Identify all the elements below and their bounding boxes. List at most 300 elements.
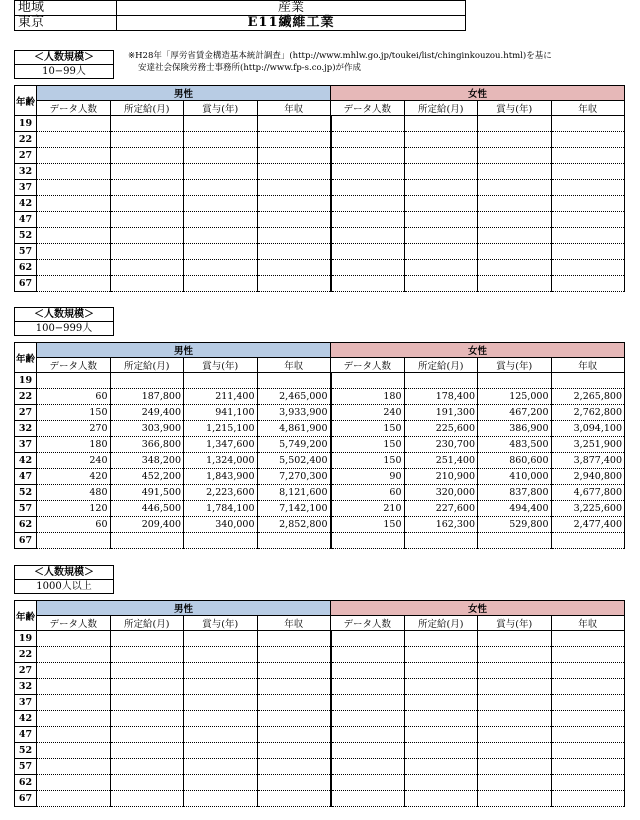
value-cell	[37, 196, 111, 212]
age-cell: 22	[15, 389, 37, 405]
value-cell	[331, 373, 405, 389]
value-cell: 90	[331, 469, 405, 485]
value-cell	[184, 759, 258, 775]
value-cell	[331, 116, 405, 132]
value-cell	[551, 373, 625, 389]
value-cell	[257, 244, 331, 260]
value-cell	[184, 727, 258, 743]
age-cell: 42	[15, 711, 37, 727]
value-cell	[331, 228, 405, 244]
column-header: データ人数	[331, 616, 405, 631]
table-row	[15, 421, 625, 437]
column-header: 年収	[551, 101, 625, 116]
value-cell	[184, 631, 258, 647]
value-cell	[331, 148, 405, 164]
section-size-1000-plus	[14, 565, 625, 807]
value-cell: 2,852,800	[257, 517, 331, 533]
value-cell	[551, 132, 625, 148]
industry-value: E11繊維工業	[117, 16, 466, 31]
value-cell	[331, 791, 405, 807]
wage-table	[14, 600, 625, 807]
value-cell	[37, 775, 111, 791]
value-cell	[110, 743, 184, 759]
value-cell	[331, 244, 405, 260]
header-table	[14, 0, 466, 31]
age-cell: 27	[15, 148, 37, 164]
value-cell	[551, 647, 625, 663]
value-cell	[404, 212, 478, 228]
table-row	[15, 663, 625, 679]
column-header: 所定給(月)	[110, 358, 184, 373]
age-cell: 37	[15, 180, 37, 196]
value-cell	[184, 373, 258, 389]
value-cell: 240	[37, 453, 111, 469]
table-row	[15, 196, 625, 212]
value-cell	[331, 180, 405, 196]
value-cell	[478, 228, 552, 244]
value-cell	[478, 647, 552, 663]
table-row	[15, 212, 625, 228]
table-row	[15, 631, 625, 647]
value-cell	[478, 180, 552, 196]
size-value: 1000人以上	[14, 580, 114, 594]
table-row	[15, 759, 625, 775]
column-header: 賞与(年)	[478, 101, 552, 116]
value-cell	[110, 759, 184, 775]
value-cell	[404, 647, 478, 663]
age-cell: 19	[15, 116, 37, 132]
value-cell: 180	[37, 437, 111, 453]
value-cell	[551, 727, 625, 743]
value-cell	[257, 679, 331, 695]
industry-label: 産業	[117, 1, 466, 16]
value-cell: 446,500	[110, 501, 184, 517]
value-cell: 270	[37, 421, 111, 437]
value-cell	[478, 679, 552, 695]
age-cell: 67	[15, 791, 37, 807]
value-cell	[551, 276, 625, 292]
value-cell	[110, 631, 184, 647]
value-cell	[478, 663, 552, 679]
age-cell: 67	[15, 533, 37, 549]
source-note-line1: ※H28年「厚労省賃金構造基本統計調査」(http://www.mhlw.go.jp/toukei/list/chinginkouzou.html)を基に	[128, 51, 552, 61]
value-cell	[257, 743, 331, 759]
value-cell	[110, 212, 184, 228]
value-cell	[37, 212, 111, 228]
column-header: 所定給(月)	[404, 101, 478, 116]
age-cell: 22	[15, 647, 37, 663]
value-cell	[257, 759, 331, 775]
value-cell	[404, 533, 478, 549]
value-cell: 249,400	[110, 405, 184, 421]
value-cell	[184, 647, 258, 663]
value-cell	[331, 743, 405, 759]
value-cell	[551, 743, 625, 759]
value-cell	[331, 695, 405, 711]
value-cell	[257, 663, 331, 679]
value-cell: 452,200	[110, 469, 184, 485]
value-cell: 420	[37, 469, 111, 485]
value-cell	[110, 244, 184, 260]
value-cell	[404, 180, 478, 196]
value-cell	[478, 743, 552, 759]
male-header: 男性	[37, 343, 331, 358]
age-header: 年齢	[15, 601, 37, 631]
value-cell	[257, 711, 331, 727]
value-cell	[37, 743, 111, 759]
value-cell	[331, 711, 405, 727]
value-cell	[551, 775, 625, 791]
column-header: 年収	[257, 101, 331, 116]
value-cell	[37, 164, 111, 180]
age-cell: 47	[15, 469, 37, 485]
value-cell	[110, 727, 184, 743]
value-cell	[404, 775, 478, 791]
table-row	[15, 727, 625, 743]
value-cell	[257, 533, 331, 549]
value-cell	[257, 148, 331, 164]
value-cell	[37, 647, 111, 663]
value-cell	[257, 631, 331, 647]
wage-table	[14, 342, 625, 549]
value-cell	[257, 791, 331, 807]
value-cell	[184, 679, 258, 695]
region-value: 東京	[15, 16, 117, 31]
table-row	[15, 453, 625, 469]
table-row	[15, 469, 625, 485]
value-cell: 467,200	[478, 405, 552, 421]
value-cell	[331, 132, 405, 148]
value-cell: 4,677,800	[551, 485, 625, 501]
value-cell: 209,400	[110, 517, 184, 533]
age-cell: 52	[15, 743, 37, 759]
value-cell: 348,200	[110, 453, 184, 469]
value-cell: 187,800	[110, 389, 184, 405]
value-cell	[110, 116, 184, 132]
value-cell	[184, 775, 258, 791]
value-cell: 210	[331, 501, 405, 517]
value-cell	[184, 743, 258, 759]
column-header: 年収	[551, 358, 625, 373]
column-header: 年収	[257, 358, 331, 373]
value-cell: 191,300	[404, 405, 478, 421]
column-header: 賞与(年)	[184, 101, 258, 116]
value-cell	[478, 791, 552, 807]
value-cell: 150	[331, 517, 405, 533]
value-cell	[478, 260, 552, 276]
value-cell	[37, 759, 111, 775]
age-header: 年齢	[15, 86, 37, 116]
value-cell	[478, 164, 552, 180]
column-header: データ人数	[331, 358, 405, 373]
value-cell	[37, 711, 111, 727]
source-note-line2: 安達社会保険労務士事務所(http://www.fp-s.co.jp)が作成	[138, 63, 362, 73]
table-row	[15, 389, 625, 405]
value-cell: 211,400	[184, 389, 258, 405]
value-cell: 4,861,900	[257, 421, 331, 437]
value-cell: 60	[331, 485, 405, 501]
value-cell	[331, 679, 405, 695]
value-cell	[257, 775, 331, 791]
table-row	[15, 276, 625, 292]
age-cell: 52	[15, 485, 37, 501]
value-cell	[110, 533, 184, 549]
value-cell	[478, 244, 552, 260]
value-cell	[257, 647, 331, 663]
table-row	[15, 485, 625, 501]
value-cell	[331, 196, 405, 212]
value-cell	[110, 164, 184, 180]
value-cell: 320,000	[404, 485, 478, 501]
value-cell	[404, 791, 478, 807]
value-cell	[257, 212, 331, 228]
value-cell	[404, 631, 478, 647]
value-cell	[331, 212, 405, 228]
table-row	[15, 405, 625, 421]
value-cell	[184, 132, 258, 148]
table-row	[15, 501, 625, 517]
value-cell	[478, 373, 552, 389]
column-header: 所定給(月)	[110, 616, 184, 631]
value-cell	[37, 695, 111, 711]
value-cell	[478, 727, 552, 743]
size-header: ＜人数規模＞	[14, 50, 114, 65]
value-cell	[184, 196, 258, 212]
value-cell	[551, 759, 625, 775]
table-row	[15, 244, 625, 260]
value-cell	[257, 695, 331, 711]
value-cell: 150	[331, 453, 405, 469]
female-header: 女性	[331, 343, 625, 358]
value-cell: 150	[37, 405, 111, 421]
age-cell: 62	[15, 775, 37, 791]
value-cell	[331, 164, 405, 180]
value-cell	[37, 260, 111, 276]
column-header: データ人数	[331, 101, 405, 116]
value-cell	[257, 228, 331, 244]
value-cell: 1,784,100	[184, 501, 258, 517]
value-cell: 7,142,100	[257, 501, 331, 517]
age-cell: 47	[15, 212, 37, 228]
male-header: 男性	[37, 601, 331, 616]
value-cell	[184, 244, 258, 260]
table-row	[15, 437, 625, 453]
value-cell	[478, 212, 552, 228]
value-cell	[551, 228, 625, 244]
value-cell	[551, 533, 625, 549]
female-header: 女性	[331, 601, 625, 616]
value-cell: 125,000	[478, 389, 552, 405]
value-cell: 340,000	[184, 517, 258, 533]
value-cell	[257, 373, 331, 389]
value-cell: 3,877,400	[551, 453, 625, 469]
value-cell	[551, 164, 625, 180]
value-cell: 2,223,600	[184, 485, 258, 501]
table-row	[15, 679, 625, 695]
value-cell: 3,933,900	[257, 405, 331, 421]
value-cell	[551, 180, 625, 196]
age-cell: 57	[15, 759, 37, 775]
value-cell: 162,300	[404, 517, 478, 533]
value-cell	[37, 148, 111, 164]
value-cell	[551, 212, 625, 228]
value-cell	[551, 663, 625, 679]
age-cell: 22	[15, 132, 37, 148]
column-header: 年収	[551, 616, 625, 631]
value-cell: 483,500	[478, 437, 552, 453]
value-cell	[551, 244, 625, 260]
value-cell: 7,270,300	[257, 469, 331, 485]
value-cell: 227,600	[404, 501, 478, 517]
value-cell: 120	[37, 501, 111, 517]
value-cell: 251,400	[404, 453, 478, 469]
value-cell	[331, 276, 405, 292]
value-cell	[257, 164, 331, 180]
wage-table	[14, 85, 625, 292]
value-cell: 240	[331, 405, 405, 421]
value-cell: 150	[331, 437, 405, 453]
value-cell	[404, 132, 478, 148]
value-cell	[110, 148, 184, 164]
table-row	[15, 116, 625, 132]
value-cell: 2,477,400	[551, 517, 625, 533]
column-header: 賞与(年)	[478, 358, 552, 373]
value-cell	[184, 711, 258, 727]
column-header: データ人数	[37, 358, 111, 373]
size-header: ＜人数規模＞	[14, 565, 114, 580]
value-cell	[404, 695, 478, 711]
value-cell	[110, 679, 184, 695]
value-cell	[37, 373, 111, 389]
age-cell: 32	[15, 164, 37, 180]
size-value: 10−99人	[14, 65, 114, 79]
value-cell: 3,094,100	[551, 421, 625, 437]
value-cell	[331, 260, 405, 276]
value-cell: 150	[331, 421, 405, 437]
value-cell	[110, 711, 184, 727]
value-cell	[257, 116, 331, 132]
value-cell	[110, 373, 184, 389]
table-row	[15, 647, 625, 663]
value-cell	[478, 132, 552, 148]
age-cell: 27	[15, 663, 37, 679]
value-cell	[404, 196, 478, 212]
table-row	[15, 148, 625, 164]
value-cell	[478, 533, 552, 549]
table-row	[15, 373, 625, 389]
value-cell	[110, 791, 184, 807]
value-cell	[110, 695, 184, 711]
value-cell	[184, 212, 258, 228]
value-cell: 178,400	[404, 389, 478, 405]
value-cell	[551, 260, 625, 276]
size-header: ＜人数規模＞	[14, 307, 114, 322]
value-cell: 2,940,800	[551, 469, 625, 485]
value-cell	[110, 647, 184, 663]
value-cell	[331, 727, 405, 743]
value-cell	[110, 775, 184, 791]
value-cell	[257, 180, 331, 196]
value-cell	[404, 116, 478, 132]
size-value: 100−999人	[14, 322, 114, 336]
value-cell	[404, 727, 478, 743]
age-cell: 19	[15, 631, 37, 647]
value-cell: 1,324,000	[184, 453, 258, 469]
value-cell	[404, 679, 478, 695]
table-row	[15, 517, 625, 533]
value-cell	[404, 260, 478, 276]
table-row	[15, 132, 625, 148]
table-row	[15, 228, 625, 244]
table-row	[15, 791, 625, 807]
table-row	[15, 164, 625, 180]
value-cell	[257, 276, 331, 292]
column-header: 年収	[257, 616, 331, 631]
value-cell	[478, 148, 552, 164]
value-cell	[37, 116, 111, 132]
male-header: 男性	[37, 86, 331, 101]
value-cell	[37, 533, 111, 549]
value-cell	[331, 759, 405, 775]
value-cell	[37, 791, 111, 807]
value-cell: 1,843,900	[184, 469, 258, 485]
value-cell	[110, 180, 184, 196]
value-cell	[184, 116, 258, 132]
age-cell: 42	[15, 453, 37, 469]
value-cell	[37, 180, 111, 196]
value-cell	[478, 196, 552, 212]
value-cell	[110, 228, 184, 244]
value-cell	[37, 631, 111, 647]
value-cell: 480	[37, 485, 111, 501]
value-cell: 529,800	[478, 517, 552, 533]
region-label: 地域	[15, 1, 117, 16]
value-cell: 494,400	[478, 501, 552, 517]
value-cell: 491,500	[110, 485, 184, 501]
value-cell: 5,749,200	[257, 437, 331, 453]
value-cell	[184, 276, 258, 292]
value-cell: 60	[37, 389, 111, 405]
age-cell: 47	[15, 727, 37, 743]
value-cell	[478, 116, 552, 132]
table-row	[15, 711, 625, 727]
age-cell: 42	[15, 196, 37, 212]
value-cell: 837,800	[478, 485, 552, 501]
table-row	[15, 695, 625, 711]
value-cell	[404, 164, 478, 180]
value-cell: 303,900	[110, 421, 184, 437]
age-cell: 57	[15, 244, 37, 260]
value-cell	[331, 775, 405, 791]
value-cell	[37, 727, 111, 743]
value-cell	[551, 116, 625, 132]
value-cell	[478, 631, 552, 647]
value-cell	[551, 679, 625, 695]
value-cell	[257, 727, 331, 743]
value-cell	[331, 631, 405, 647]
table-row	[15, 533, 625, 549]
value-cell	[404, 663, 478, 679]
value-cell: 5,502,400	[257, 453, 331, 469]
value-cell	[184, 164, 258, 180]
value-cell	[551, 631, 625, 647]
value-cell: 3,225,600	[551, 501, 625, 517]
value-cell	[404, 244, 478, 260]
value-cell	[478, 759, 552, 775]
value-cell: 2,265,800	[551, 389, 625, 405]
value-cell	[331, 533, 405, 549]
column-header: 賞与(年)	[184, 358, 258, 373]
